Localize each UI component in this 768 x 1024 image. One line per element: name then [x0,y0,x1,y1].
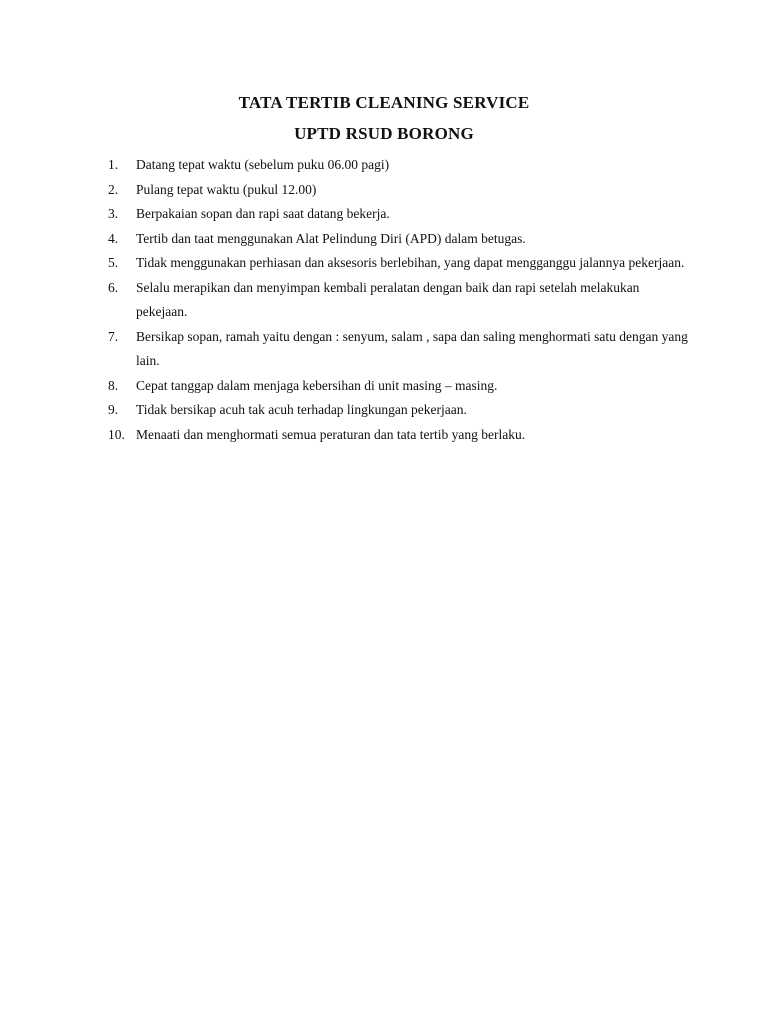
rule-text: Berpakaian sopan dan rapi saat datang bekerja. [136,206,390,221]
rule-text: Bersikap sopan, ramah yaitu dengan : senyum, salam , sapa dan saling menghormati satu dengan yang lain. [136,328,688,368]
rule-number: 7. [108,328,119,344]
list-item [108,276,688,325]
rule-number: 10. [108,426,125,442]
rule-text: Tertib dan taat menggunakan Alat Pelindung Diri (APD) dalam betugas. [136,230,526,246]
rule-number: 6. [108,279,119,295]
rule-text: Menaati dan menghormati semua peraturan dan tata tertib yang berlaku. [136,426,526,442]
rule-text: Datang tepat waktu (sebelum puku 06.00 pagi) [136,157,390,172]
document-subtitle: UPTD RSUD BORONG [294,124,474,143]
list-item [108,398,688,423]
rule-text: Cepat tanggap dalam menjaga kebersihan di unit masing – masing. [136,377,498,393]
list-item [108,423,688,448]
list-item [108,178,688,203]
rules-list [108,153,688,447]
rule-number: 9. [108,402,119,417]
rule-text: Tidak menggunakan perhiasan dan aksesoris berlebihan, yang dapat mengganggu jalannya pekerjaan. [136,255,685,270]
rule-number: 8. [108,377,119,393]
list-item [108,374,688,399]
list-item [108,325,688,374]
rule-number: 5. [108,255,119,270]
rule-number: 4. [108,230,119,246]
list-item [108,153,688,178]
list-item [108,202,688,227]
rule-text: Selalu merapikan dan menyimpan kembali peralatan dengan baik dan rapi setelah melakukan pekejaan. [136,279,640,319]
rule-number: 3. [108,206,119,221]
document-title: TATA TERTIB CLEANING SERVICE [238,93,530,112]
list-item [108,251,688,276]
rule-number: 1. [108,157,119,172]
list-item [108,227,688,252]
rule-number: 2. [108,181,119,197]
rule-text: Tidak bersikap acuh tak acuh terhadap lingkungan pekerjaan. [136,402,467,417]
rule-text: Pulang tepat waktu (pukul 12.00) [136,181,317,197]
